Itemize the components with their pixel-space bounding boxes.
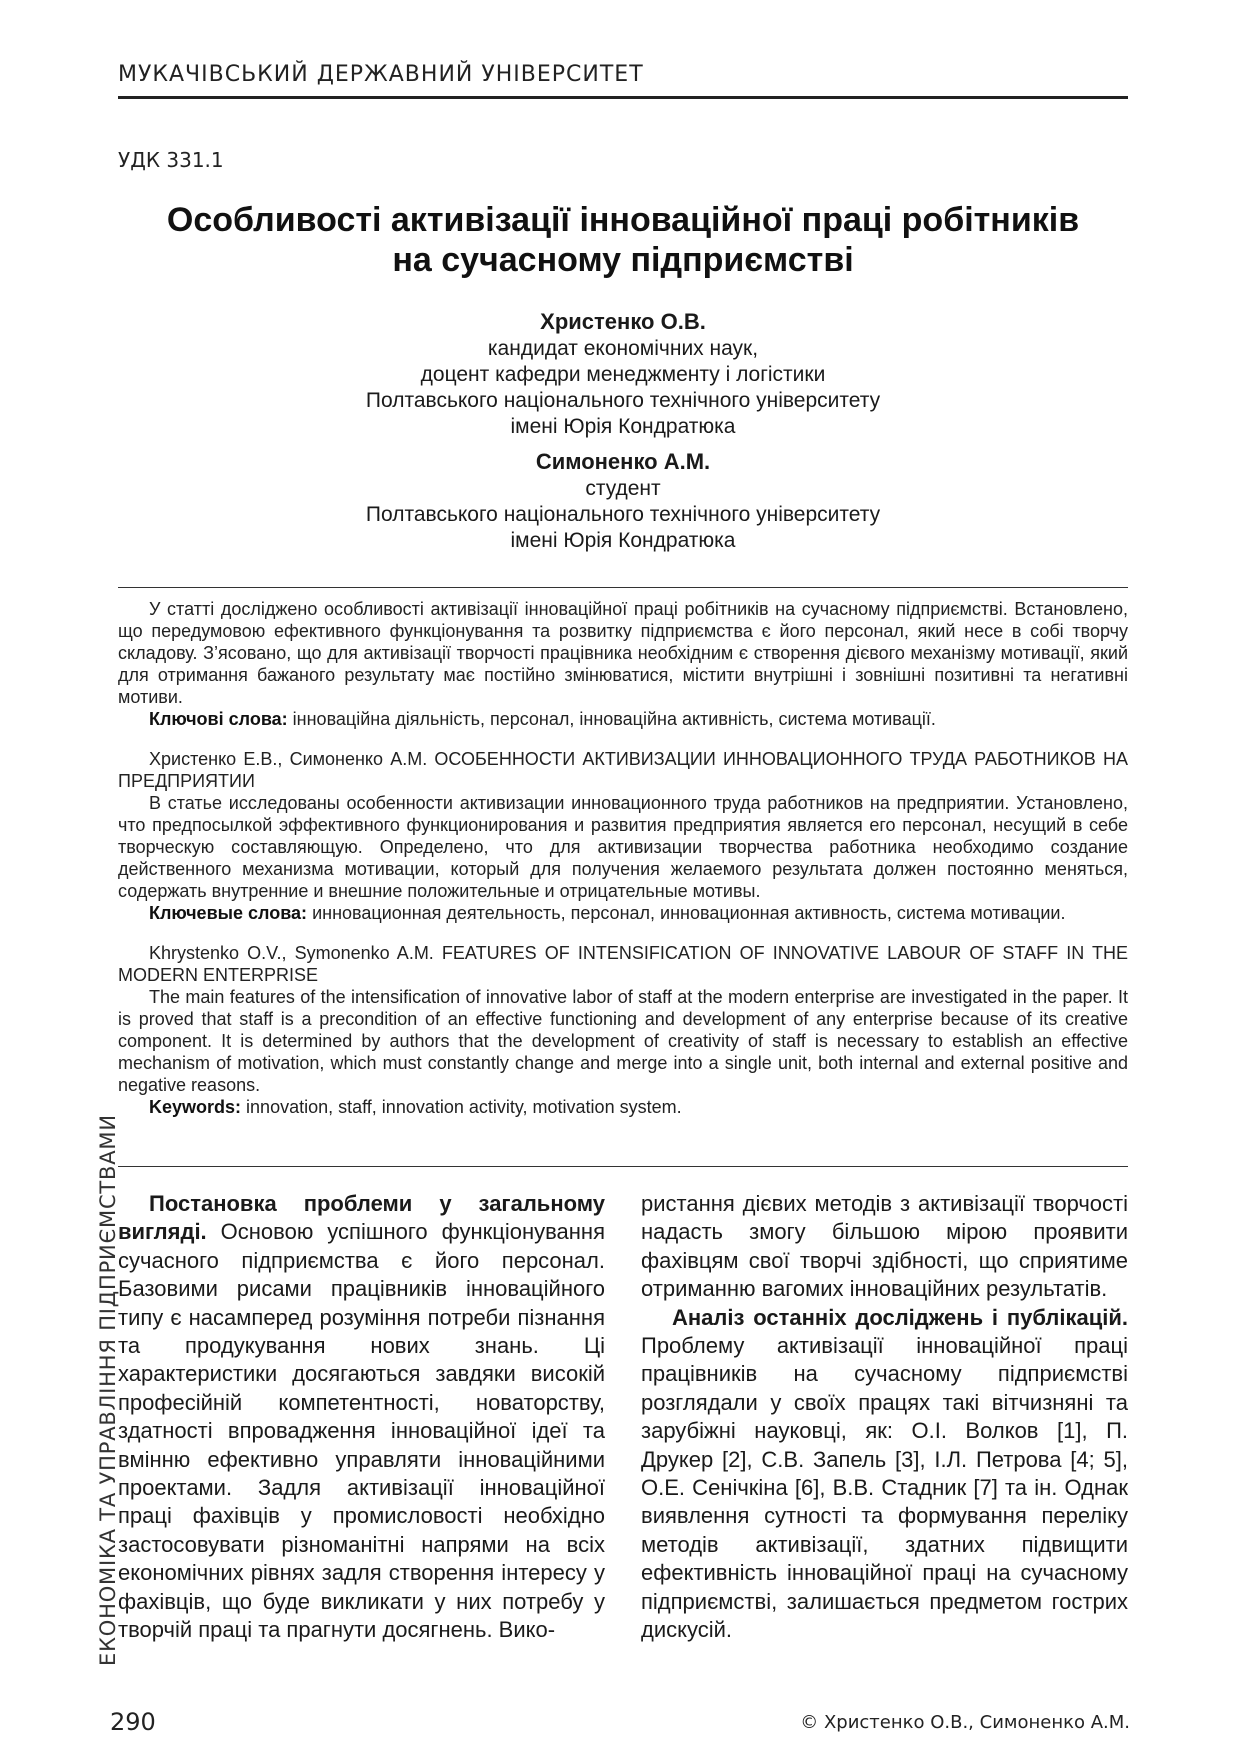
section-text: Основою успішного функціонування сучасного підприємства є його персонал. Базовими рисами працівників інноваційного типу є насамперед розуміння потреби пізнання та продукування нових знань. Ці характеристики досягаються завдяки високій професійній компетентності, новаторству, здатності впровадження інноваційної ідеї та вмінню ефективно управляти інноваційними проектами. Задля активізації інноваційної праці фахівців у промисловості необхідно застосовувати різноманітні напрями на всіх економічних рівнях задля створення інтересу у фахівців, що буде викликати у них потребу у творчій праці та прагнути досягнень. Вико- — [118, 1219, 605, 1643]
author-affiliation: кандидат економічних наук, — [487, 337, 759, 360]
author-name: Христенко О.В. — [540, 309, 706, 334]
abstract-en-heading: Khrystenko O.V., Symonenko A.M. FEATURES OF INTENSIFICATION OF INNOVATIVE LABOUR OF STAFF IN THE MODERN ENTERPRISE — [118, 943, 1128, 985]
author-affiliation: Полтавського національного технічного університету — [365, 503, 881, 526]
title-line: Особливості активізації інноваційної праці робітників — [166, 201, 1080, 239]
section-problem-continued: ристання дієвих методів з активізації творчості надасть змогу більшою мірою проявити фахівцям свої творчі здібності, що сприятиме отриманню вагомих інноваційних результатів. — [641, 1191, 1128, 1302]
author-affiliation: Полтавського національного технічного університету — [365, 389, 881, 412]
section-heading: Аналіз останніх досліджень і публікацій. — [672, 1304, 1128, 1330]
side-section-label: ЕКОНОМІКА ТА УПРАВЛІННЯ ПІДПРИЄМСТВАМИ — [96, 1114, 120, 1666]
keywords-text: інноваційна діяльність, персонал, інноваційна активність, система мотивації. — [292, 709, 936, 729]
abstract-ru-heading: Христенко Е.В., Симоненко А.М. ОСОБЕННОСТИ АКТИВИЗАЦИИ ИННОВАЦИОННОГО ТРУДА РАБОТНИКОВ НА ПРЕДПРИЯТИИ — [118, 749, 1128, 791]
udk-code: УДК 331.1 — [118, 148, 224, 172]
abstract-ua: У статті досліджено особливості активізації інноваційної праці робітників на сучасному підприємстві. Встановлено, що передумовою ефективного функціонування та розвитку підприємства є його персонал, який несе в собі творчу складову. З’ясовано, що для активізації творчості працівника необхідним є створення дієвого механізму мотивації, який для отримання бажаного результату має постійно змінюватися, містити внутрішні і зовнішні позитивні та негативні мотиви. — [118, 599, 1128, 707]
abstract-top-rule — [118, 587, 1128, 588]
section-review — [641, 1304, 1128, 1645]
abstract-en: The main features of the intensification of innovative labor of staff at the modern enterprise are investigated in the paper. It is proved that staff is a precondition of an effective functioning and development of any enterprise because of its creative component. It is determined by authors that the development of creativity of staff is necessary to establish an effective mechanism of motivation, which must constantly change and merge into a single unit, both internal and external positive and negative reasons. — [118, 987, 1128, 1095]
author-affiliation: студент — [585, 477, 661, 500]
abstract-ru: В статье исследованы особенности активизации инновационного труда работников на предприятии. Установлено, что предпосылкой эффективного функционирования и развития предприятия является его персонал, несущий в себе творческую составляющую. Определено, что для активизации творчества работника необходимо создание действенного механизма мотивации, который для получения желаемого результата должен постоянно меняться, содержать внутренние и внешние положительные и отрицательные мотивы. — [118, 793, 1128, 901]
keywords-ua — [118, 708, 1128, 730]
abstract-bottom-rule — [118, 1166, 1128, 1167]
section-problem — [118, 1190, 605, 1645]
section-text: Проблему активізації інноваційної праці працівників на сучасному підприємстві розглядали у своїх працях такі вітчизняні та зарубіжні науковці, як: О.І. Волков [1], П. Друкер [2], С.В. Запель [3], І.Л. Петрова [4; 5], О.Е. Сенічкіна [6], В.В. Стадник [7] та ін. Однак виявлення сутності та формування переліку методів активізації, здатних підвищити ефективність інноваційної праці на сучасному підприємстві, залишається предметом гострих дискусій. — [641, 1333, 1128, 1643]
author-affiliation: імені Юрія Кондратюка — [510, 415, 736, 438]
body-column-right — [641, 1190, 1128, 1645]
keywords-ru — [118, 902, 1128, 924]
running-head: МУКАЧІВСЬКИЙ ДЕРЖАВНИЙ УНІВЕРСИТЕТ — [118, 62, 644, 87]
keywords-label: Keywords: — [149, 1097, 242, 1117]
keywords-text: инновационная деятельность, персонал, инновационная активность, система мотивации. — [312, 903, 1066, 923]
article-title — [118, 200, 1128, 280]
keywords-label: Ключові слова: — [149, 709, 288, 729]
title-line: на сучасному підприємстві — [392, 241, 854, 279]
author-name: Симоненко А.М. — [535, 449, 711, 474]
copyright: © Христенко О.В., Симоненко А.М. — [800, 1712, 1130, 1733]
abstracts-block — [118, 598, 1128, 1118]
author-affiliation: імені Юрія Кондратюка — [510, 529, 736, 552]
keywords-en — [118, 1096, 1128, 1118]
page-number: 290 — [110, 1708, 156, 1736]
authors-block — [118, 308, 1128, 554]
section-heading: Постановка проблеми у загальному вигляді. — [118, 1191, 605, 1245]
keywords-label: Ключевые слова: — [149, 903, 308, 923]
keywords-text: innovation, staff, innovation activity, motivation system. — [246, 1097, 682, 1117]
body-column-left — [118, 1190, 605, 1645]
header-rule — [118, 96, 1128, 99]
author-affiliation: доцент кафедри менеджменту і логістики — [420, 363, 826, 386]
